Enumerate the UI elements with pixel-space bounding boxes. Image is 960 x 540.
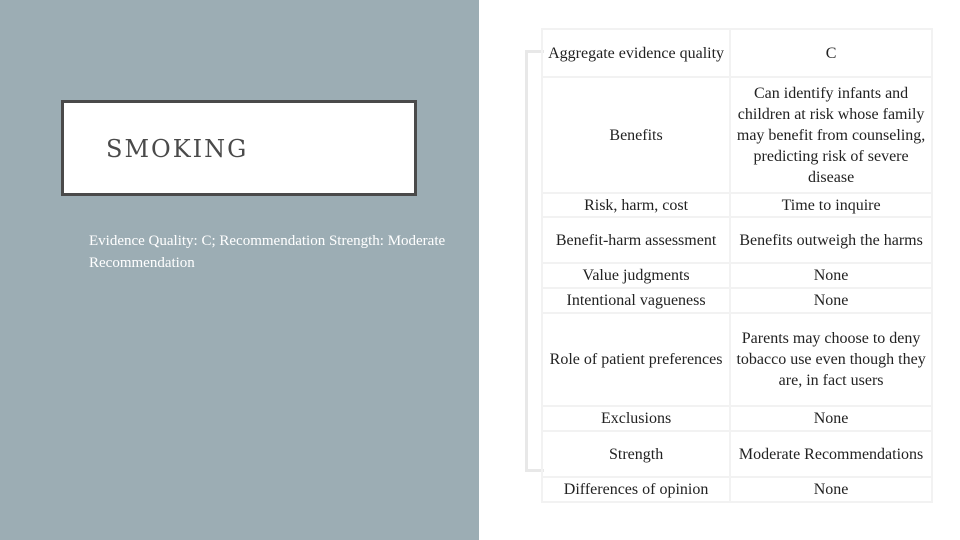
row-value: Moderate Recommendations (730, 431, 932, 477)
table-row (542, 29, 932, 77)
table-row (542, 477, 932, 502)
table-row (542, 406, 932, 431)
table-row (542, 217, 932, 263)
row-value: None (730, 477, 932, 502)
row-value: Time to inquire (730, 193, 932, 217)
row-label: Intentional vagueness (542, 288, 730, 313)
table-row (542, 77, 932, 193)
row-label: Exclusions (542, 406, 730, 431)
table-row (542, 288, 932, 313)
table-row (542, 193, 932, 217)
slide-subtitle: Evidence Quality: C; Recommendation Strength: Moderate Recommendation (89, 233, 446, 271)
row-label: Strength (542, 431, 730, 477)
table-row (542, 431, 932, 477)
row-label: Risk, harm, cost (542, 193, 730, 217)
slide-title: SMOKING (106, 135, 249, 163)
row-value: Parents may choose to deny tobacco use even though they are, in fact users (730, 313, 932, 406)
row-value: None (730, 406, 932, 431)
row-value: C (730, 29, 932, 77)
row-label: Benefits (542, 77, 730, 193)
row-label: Role of patient preferences (542, 313, 730, 406)
row-value: Can identify infants and children at risk whose family may benefit from counseling, predicting risk of severe disease (730, 77, 932, 193)
row-label: Value judgments (542, 263, 730, 288)
table-row (542, 263, 932, 288)
row-label: Aggregate evidence quality (542, 29, 730, 77)
table-row (542, 313, 932, 406)
row-value: Benefits outweigh the harms (730, 217, 932, 263)
row-value: None (730, 263, 932, 288)
row-value: None (730, 288, 932, 313)
row-label: Differences of opinion (542, 477, 730, 502)
evidence-table (541, 28, 933, 503)
row-label: Benefit-harm assessment (542, 217, 730, 263)
